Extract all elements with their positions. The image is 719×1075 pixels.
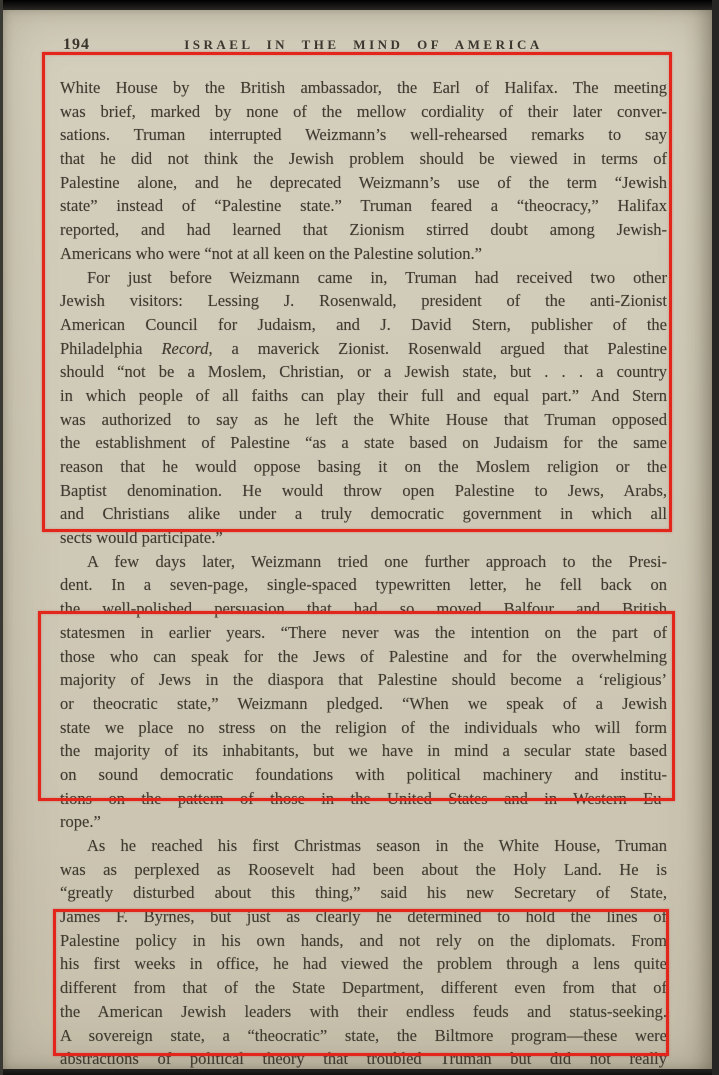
text-line: or theocratic state,” Weizmann pledged. “When we speak of a Jewish bbox=[60, 693, 667, 713]
text-line: abstractions of political theory that troubled Truman but did not really bbox=[60, 1049, 667, 1069]
text-line: state we place no stress on the religion of the individuals who will form bbox=[60, 717, 667, 737]
text-line: reported, and had learned that Zionism stirred doubt among Jewish- bbox=[60, 220, 667, 240]
text-line: Palestine alone, and he deprecated Weizmann’s use of the term “Jewish bbox=[60, 172, 667, 192]
text-line: A few days later, Weizmann tried one further approach to the Presi- bbox=[87, 551, 667, 571]
text-line: the American Jewish leaders with their endless feuds and status-seeking. bbox=[60, 1001, 667, 1021]
photo-border-left bbox=[0, 0, 3, 1075]
text-line: American Council for Judaism, and J. David Stern, publisher of the bbox=[60, 314, 667, 334]
text-line: sations. Truman interrupted Weizmann’s well-rehearsed remarks to say bbox=[60, 125, 667, 145]
page-number: 194 bbox=[63, 36, 90, 53]
text-line: was brief, marked by none of the mellow cordiality of their later conver- bbox=[60, 101, 667, 121]
text-line: different from that of the State Department, different even from that of bbox=[60, 978, 667, 998]
text-line: on sound democratic foundations with political machinery and institu- bbox=[60, 764, 667, 784]
text-line: in which people of all faiths can play their full and equal part.” And Stern bbox=[60, 385, 667, 405]
text-line: Americans who were “not at all keen on the Palestine solution.” bbox=[60, 243, 482, 263]
text-line: For just before Weizmann came in, Truman had received two other bbox=[87, 267, 667, 287]
text-line: statesmen in earlier years. “There never was the intention on the part of bbox=[60, 622, 667, 642]
text-line: majority of Jews in the diaspora that Palestine should become a ‘religious’ bbox=[60, 670, 667, 690]
text-line: White House by the British ambassador, the Earl of Halifax. The meeting bbox=[60, 78, 667, 97]
text-line: was authorized to say as he left the White House that Truman opposed bbox=[60, 409, 667, 429]
text-line: James F. Byrnes, but just as clearly he determined to hold the lines of bbox=[60, 907, 667, 927]
text-line: should “not be a Moslem, Christian, or a Jewish state, but . . . a country bbox=[60, 362, 667, 382]
text-line: that he did not think the Jewish problem should be viewed in terms of bbox=[60, 149, 667, 169]
text-line: the majority of its inhabitants, but we have in mind a secular state based bbox=[60, 741, 667, 761]
page-header bbox=[60, 35, 667, 55]
running-title: ISRAEL IN THE MIND OF AMERICA bbox=[184, 37, 543, 52]
text-line: tions on the pattern of those in the United States and in Western Eu- bbox=[60, 788, 667, 808]
photo-border-right bbox=[712, 0, 719, 1075]
text-line: Palestine policy in his own hands, and not rely on the diplomats. From bbox=[60, 930, 667, 950]
text-line: and Christians alike under a truly democratic government in which all bbox=[60, 504, 667, 524]
text-line: sects would participate.” bbox=[60, 528, 223, 548]
text-line: those who can speak for the Jews of Palestine and for the overwhelming bbox=[60, 646, 667, 666]
photo-border-bottom bbox=[0, 1069, 719, 1075]
text-line: the establishment of Palestine “as a state based on Judaism for the same bbox=[60, 433, 667, 453]
text-line: the well-polished persuasion that had so moved Balfour and British bbox=[60, 599, 667, 619]
photo-border-top bbox=[0, 0, 719, 10]
text-line: rope.” bbox=[60, 812, 101, 832]
text-line: his first weeks in office, he had viewed the problem through a lens quite bbox=[60, 954, 667, 974]
text-line: Baptist denomination. He would throw open Palestine to Jews, Arabs, bbox=[60, 480, 667, 500]
page-text bbox=[60, 76, 667, 1071]
text-line: A sovereign state, a “theocratic” state, the Biltmore program—these were bbox=[60, 1025, 667, 1045]
text-line: dent. In a seven-page, single-spaced typewritten letter, he fell back on bbox=[60, 575, 667, 595]
book-page bbox=[3, 10, 712, 1069]
text-line: Jewish visitors: Lessing J. Rosenwald, president of the anti-Zionist bbox=[60, 291, 667, 311]
text-line: “greatly disturbed about this thing,” said his new Secretary of State, bbox=[60, 883, 667, 903]
text-line: was as perplexed as Roosevelt had been about the Holy Land. He is bbox=[60, 859, 667, 879]
text-line: As he reached his first Christmas season in the White House, Truman bbox=[87, 836, 667, 855]
text-line: reason that he would oppose basing it on the Moslem religion or the bbox=[60, 457, 667, 476]
text-line: Philadelphia Record, a maverick Zionist. Rosenwald argued that Palestine bbox=[60, 338, 667, 358]
text-line: state” instead of “Palestine state.” Truman feared a “theocracy,” Halifax bbox=[60, 196, 667, 216]
